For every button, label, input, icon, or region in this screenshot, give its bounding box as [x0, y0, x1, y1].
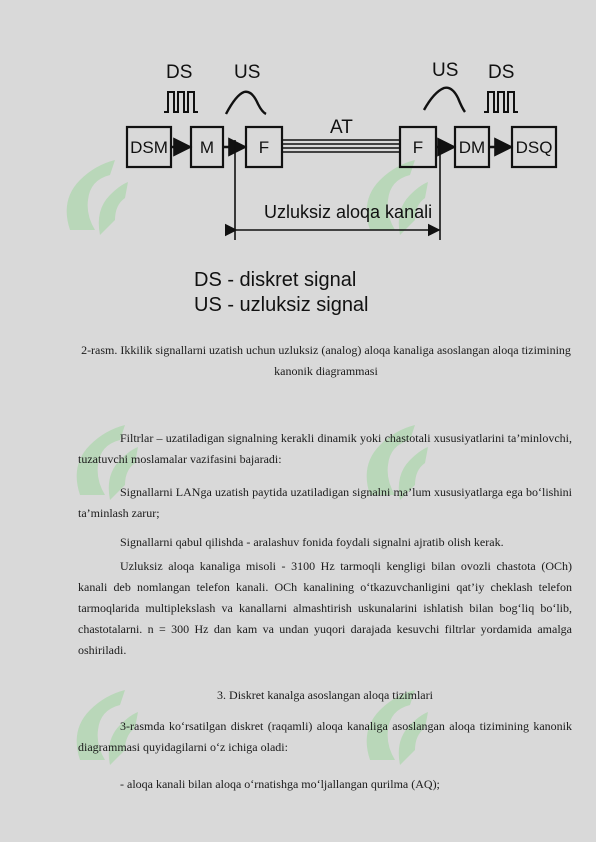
- label-ds-left: DS: [166, 62, 193, 83]
- section-heading: 3. Diskret kanalga asoslangan aloqa tizimlari: [217, 688, 433, 702]
- paragraph-discrete: 3-rasmda ko‘rsatilgan diskret (raqamli) aloqa kanaliga asoslangan aloqa tizimining kanonik diagrammasi quyidagilarni o‘z ichiga oladi:: [78, 719, 572, 754]
- figure-caption: 2-rasm. Ikkilik signallarni uzatish uchun uzluksiz (analog) aloqa kanaliga asoslangan aloqa tizimining kanonik diagrammasi: [81, 343, 571, 378]
- block-dsm-label: DSM: [130, 138, 168, 157]
- block-dsq-label: DSQ: [515, 138, 553, 157]
- digital-signal-right: [484, 92, 518, 112]
- label-us-right: US: [432, 60, 459, 81]
- paragraph-filters: Filtrlar – uzatiladigan signalning kerakli dinamik yoki chastotali xususiyatlarini ta’minlovchi, tuzatuvchi moslamalar vazifasini bajaradi:: [78, 431, 572, 466]
- communication-system-diagram: [0, 0, 596, 330]
- label-ds-right: DS: [488, 62, 515, 83]
- legend-ds: DS - diskret signal: [194, 269, 357, 291]
- analog-signal-right: [424, 88, 465, 112]
- legend-us: US - uzluksiz signal: [194, 294, 369, 316]
- block-dm-label: DM: [458, 138, 486, 157]
- paragraph-lan: Signallarni LANga uzatish paytida uzatiladigan signalni ma’lum xususiyatlarga ega bo‘lishini ta’minlash zarur;: [78, 485, 572, 520]
- digital-signal-left: [164, 92, 198, 112]
- bullet-item: - aloqa kanali bilan aloqa o‘rnatishga mo‘ljallangan qurilma (AQ);: [120, 777, 440, 791]
- block-f-left-label: F: [258, 138, 270, 157]
- channel-label: AT: [330, 117, 353, 138]
- channel-lines: [282, 140, 400, 152]
- paragraph-continuous-channel: Uzluksiz aloqa kanaliga misoli - 3100 Hz tarmoqli kengligi bilan ovozli chastota (OCh) kanali deb nomlangan telefon kanali. OCh kanalining o‘tkazuvchanligini qat’iy cheklash telefon tarmoqlarida multiplekslash va kanallarni almashtirish uskunalarini ishlatish bilan bog‘liq bo‘lib, chastotalarni. n = 300 Hz dan kam va undan yuqori darajada kesuvchi filtrlar yordamida amalga oshiriladi.: [78, 559, 572, 657]
- block-f-right-label: F: [412, 138, 424, 157]
- block-m-label: M: [199, 138, 215, 157]
- analog-signal-left: [226, 92, 266, 114]
- paragraph-receive: Signallarni qabul qilishda - aralashuv fonida foydali signalni ajratib olish kerak.: [120, 535, 504, 549]
- span-label: Uzluksiz aloqa kanali: [264, 202, 433, 222]
- label-us-left: US: [234, 62, 261, 83]
